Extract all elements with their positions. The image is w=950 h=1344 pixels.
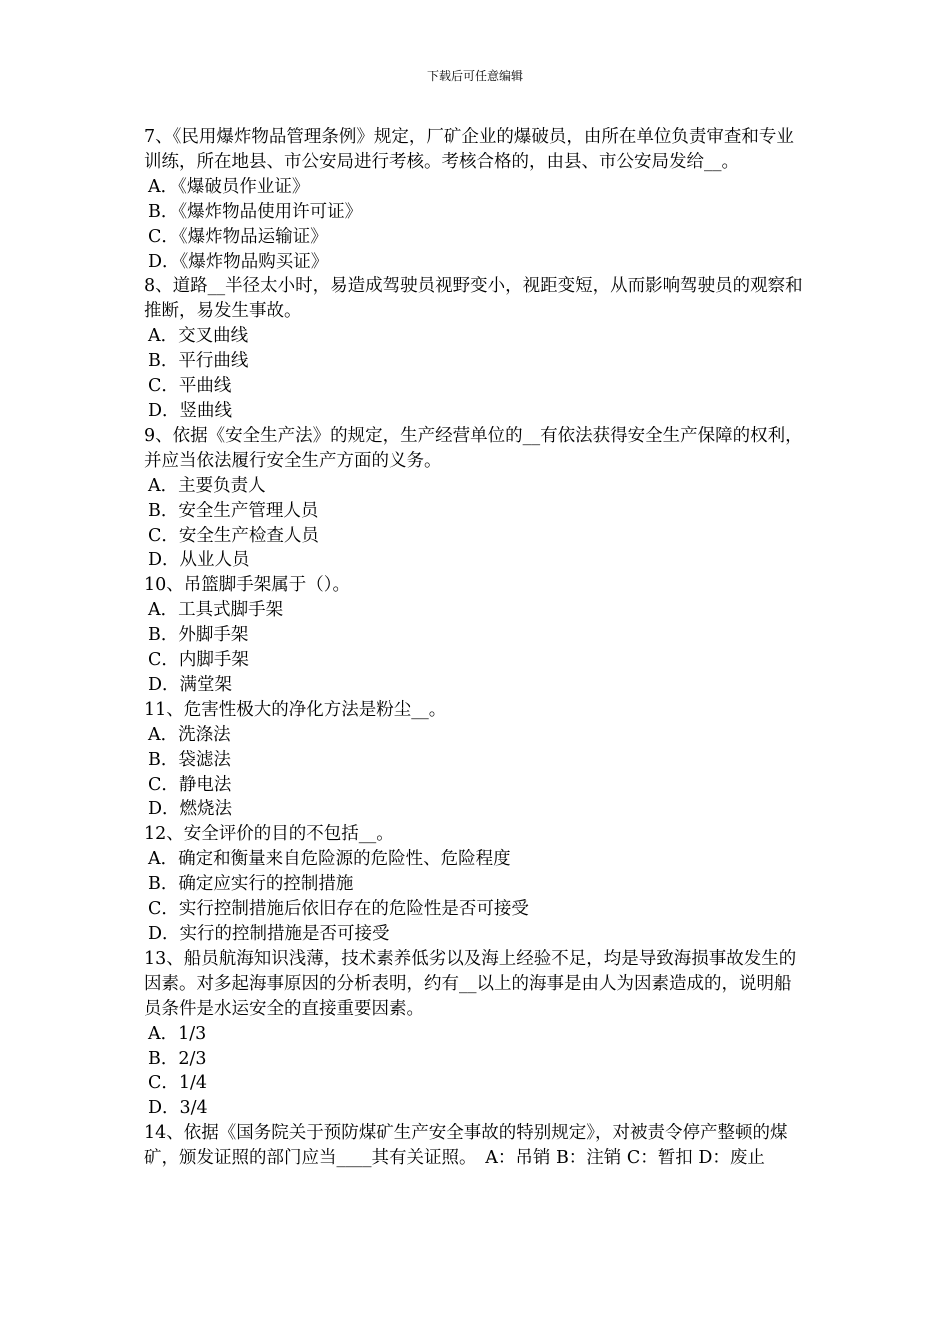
- question-9: [144, 424, 808, 573]
- page-header: 下载后可任意编辑: [426, 69, 523, 83]
- question-13: [144, 947, 808, 1121]
- question-text: 12、安全评价的目的不包括__。: [144, 824, 394, 845]
- option-d: D．实行的控制措施是否可接受: [148, 924, 390, 944]
- question-text: 9、依据《安全生产法》的规定，生产经营单位的__有依法获得安全生产保障的权利，并应当依法履行安全生产方面的义务。: [144, 425, 803, 471]
- option-b: B．《爆炸物品使用许可证》: [148, 201, 363, 222]
- option-a: A．1/3: [148, 1023, 207, 1044]
- question-text: 11、危害性极大的净化方法是粉尘__。: [144, 699, 447, 720]
- option-d: D．燃烧法: [148, 799, 233, 820]
- option-d: D．竖曲线: [148, 400, 233, 421]
- question-8: [144, 274, 808, 423]
- option-b: B．外脚手架: [148, 625, 249, 646]
- option-d: D．3/4: [148, 1098, 208, 1119]
- option-a: A．洗涤法: [148, 724, 231, 745]
- option-c: C．平曲线: [148, 376, 232, 397]
- option-a: A．工具式脚手架: [148, 600, 284, 621]
- question-11: [144, 698, 808, 823]
- option-c: C．实行控制措施后依旧存在的危险性是否可接受: [148, 899, 529, 920]
- option-b: B．确定应实行的控制措施: [148, 874, 354, 895]
- option-a: A．确定和衡量来自危险源的危险性、危险程度: [148, 849, 511, 870]
- option-d: D．满堂架: [148, 674, 233, 695]
- option-a: A．主要负责人: [148, 475, 266, 496]
- option-c: C．1/4: [148, 1073, 208, 1094]
- option-c: C．内脚手架: [148, 650, 249, 671]
- option-c: C．静电法: [148, 774, 232, 795]
- question-14: [144, 1121, 808, 1171]
- question-text: 14、依据《国务院关于预防煤矿生产安全事故的特别规定》，对被责令停产整顿的煤矿，颁发证照的部门应当____其有关证照。 A：吊销 B：注销 C：暂扣 D：废止: [144, 1123, 788, 1169]
- option-b: B．安全生产管理人员: [148, 500, 319, 521]
- option-d: D．《爆炸物品购买证》: [148, 251, 329, 272]
- option-a: A．《爆破员作业证》: [148, 176, 310, 197]
- question-text: 13、船员航海知识浅薄，技术素养低劣以及海上经验不足，均是导致海损事故发生的因素。对多起海事原因的分析表明，约有__以上的海事是由人为因素造成的，说明船员条件是水运安全的直接重要因素。: [144, 948, 797, 1019]
- question-12: [144, 822, 808, 947]
- option-c: C．《爆炸物品运输证》: [148, 226, 328, 247]
- option-a: A．交叉曲线: [148, 326, 249, 347]
- option-d: D．从业人员: [148, 550, 250, 571]
- option-b: B．平行曲线: [148, 351, 249, 372]
- question-text: 7、《民用爆炸物品管理条例》规定，厂矿企业的爆破员，由所在单位负责审查和专业训练，所在地县、市公安局进行考核。考核合格的，由县、市公安局发给__。: [144, 127, 794, 172]
- question-text: 10、吊篮脚手架属于（）。: [144, 575, 351, 596]
- option-b: B．2/3: [148, 1048, 207, 1069]
- document-body: [144, 125, 808, 1171]
- option-c: C．安全生产检查人员: [148, 525, 319, 546]
- question-7: [144, 125, 808, 274]
- question-text: 8、道路__半径太小时，易造成驾驶员视野变小，视距变短，从而影响驾驶员的观察和推断，易发生事故。: [144, 276, 803, 322]
- option-b: B．袋滤法: [148, 749, 231, 770]
- question-10: [144, 573, 808, 698]
